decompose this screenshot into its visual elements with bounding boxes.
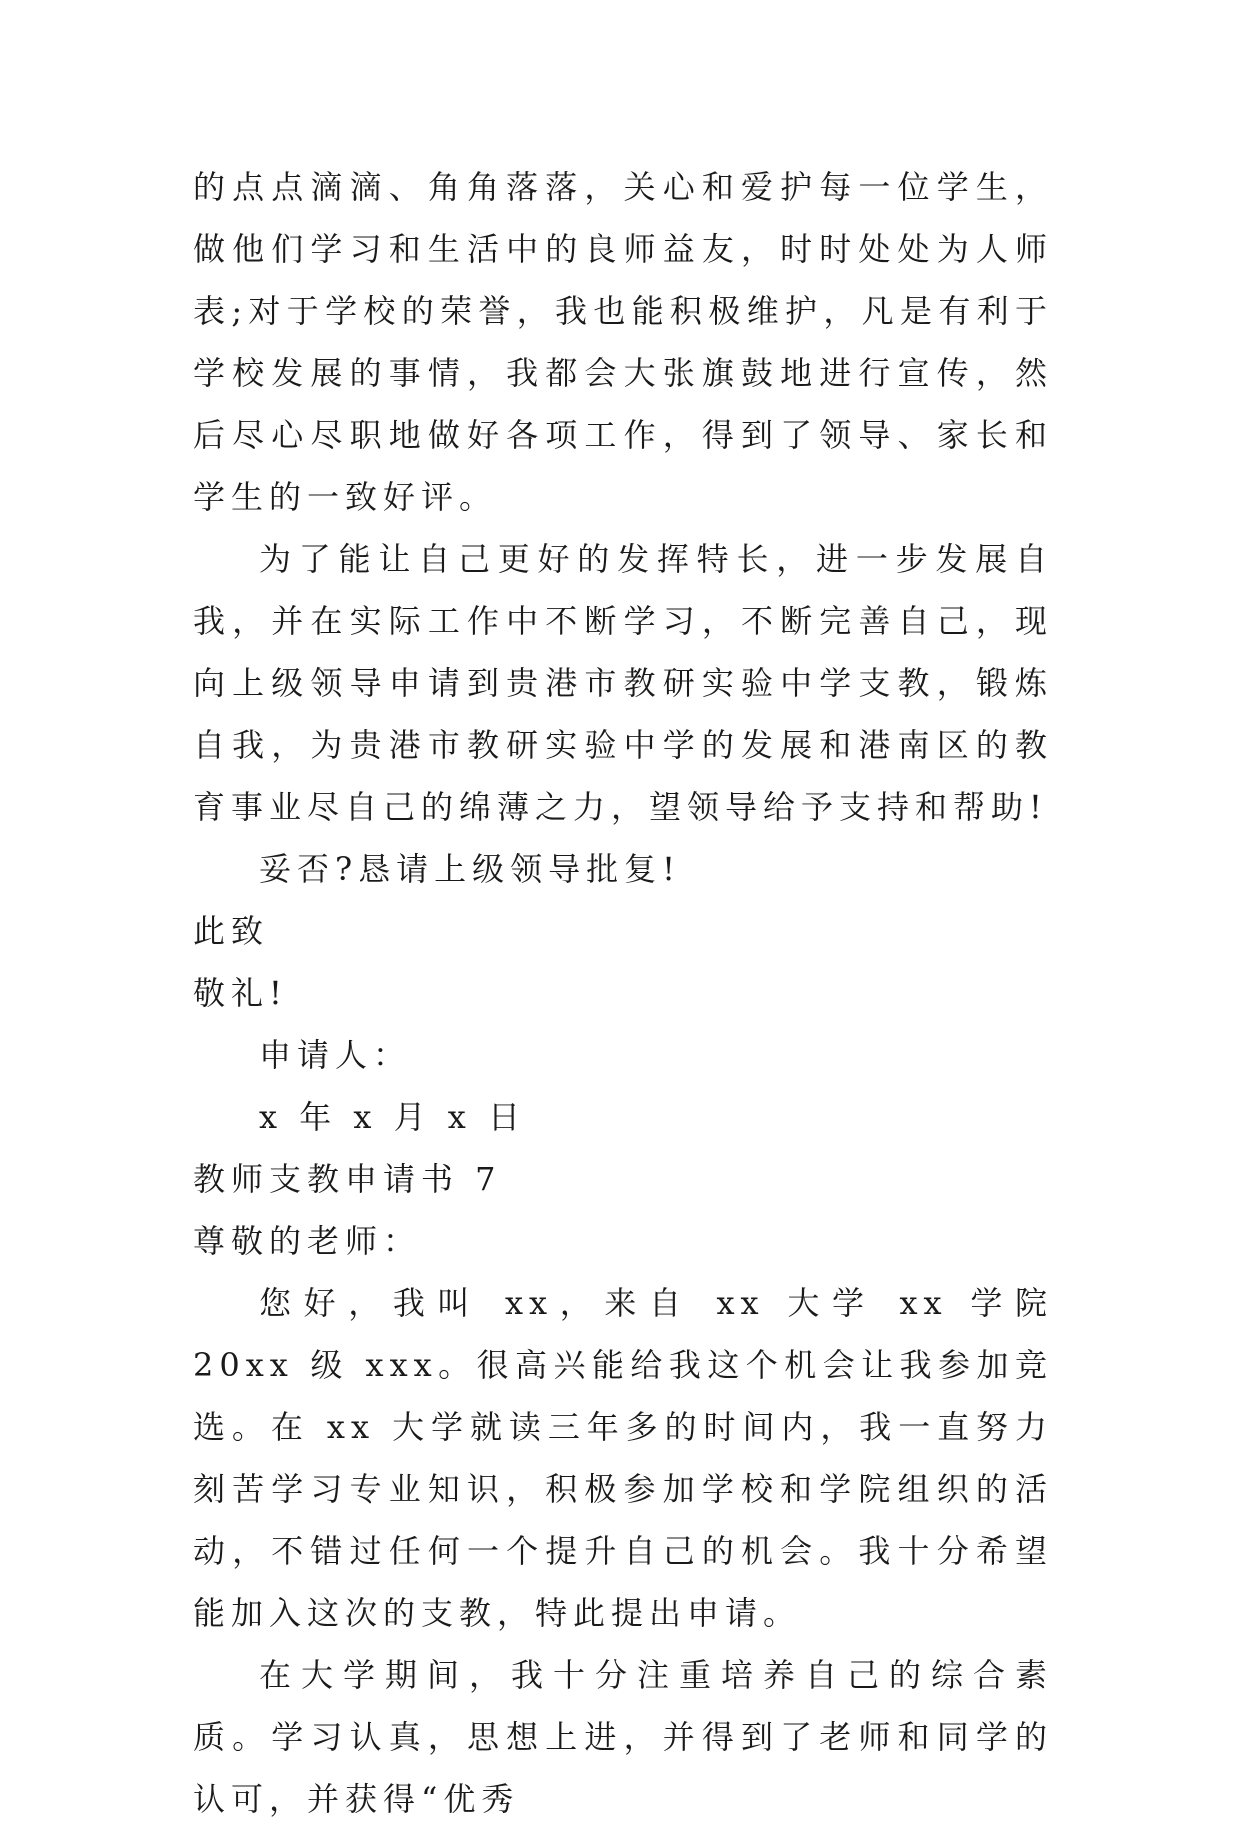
- closing-salutation: 此致: [193, 912, 270, 950]
- paragraph-4: 在大学期间，我十分注重培养自己的综合素质。学习认真，思想上进，并得到了老师和同学的认可，并获得“优秀: [193, 1656, 1053, 1818]
- section-title: 教师支教申请书 7: [193, 1160, 502, 1198]
- greeting-line: 尊敬的老师：: [193, 1222, 422, 1260]
- approval-request-line: 妥否?恳请上级领导批复!: [259, 850, 682, 888]
- document-body: [193, 156, 1053, 1830]
- applicant-label: 申请人：: [259, 1036, 412, 1074]
- paragraph-1: 的点点滴滴、角角落落，关心和爱护每一位学生，做他们学习和生活中的良师益友，时时处处为人师表;对于学校的荣誉，我也能积极维护，凡是有利于学校发展的事情，我都会大张旗鼓地进行宣传，然后尽心尽职地做好各项工作，得到了领导、家长和学生的一致好评。: [193, 168, 1053, 516]
- date-line: x 年 x 月 x 日: [259, 1098, 527, 1136]
- paragraph-2: 为了能让自己更好的发挥特长，进一步发展自我，并在实际工作中不断学习，不断完善自己，现向上级领导申请到贵港市教研实验中学支教，锻炼自我，为贵港市教研实验中学的发展和港南区的教育事业尽自己的绵薄之力，望领导给予支持和帮助!: [193, 540, 1053, 826]
- closing-regards: 敬礼!: [193, 974, 288, 1012]
- paragraph-3: 您好，我叫 xx，来自 xx 大学 xx 学院 20xx 级 xxx。很高兴能给我这个机会让我参加竞选。在 xx 大学就读三年多的时间内，我一直努力刻苦学习专业知识，积极参加学校和学院组织的活动，不错过任何一个提升自己的机会。我十分希望能加入这次的支教，特此提出申请。: [193, 1284, 1053, 1632]
